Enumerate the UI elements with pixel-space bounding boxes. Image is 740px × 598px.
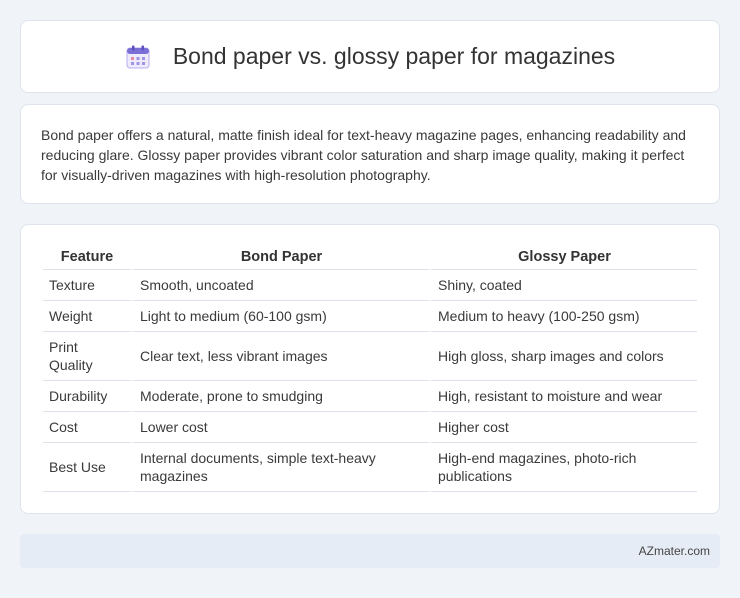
footer-bar	[20, 534, 720, 568]
bond-cell: Clear text, less vibrant images	[131, 332, 429, 381]
glossy-cell: High-end magazines, photo-rich publications	[429, 443, 697, 492]
glossy-cell: High, resistant to moisture and wear	[429, 381, 697, 412]
table-header-row	[43, 245, 697, 270]
comparison-table-card	[20, 224, 720, 514]
column-header-bond: Bond Paper	[131, 245, 429, 270]
table-row	[43, 332, 697, 381]
glossy-cell: Medium to heavy (100-250 gsm)	[429, 301, 697, 332]
feature-cell: Best Use	[43, 443, 131, 492]
comparison-table	[43, 245, 697, 492]
column-header-glossy: Glossy Paper	[429, 245, 697, 270]
feature-cell: Texture	[43, 270, 131, 301]
header-card	[20, 20, 720, 93]
table-row	[43, 412, 697, 443]
summary-text: Bond paper offers a natural, matte finish ideal for text-heavy magazine pages, enhancing readability and reducing glare. Glossy paper provides vibrant color saturation and sharp image quality, making it perfect for visually-driven magazines with high-resolution photography.	[41, 127, 686, 183]
glossy-cell: Higher cost	[429, 412, 697, 443]
feature-cell: Cost	[43, 412, 131, 443]
bond-cell: Light to medium (60-100 gsm)	[131, 301, 429, 332]
table-row	[43, 301, 697, 332]
table-row	[43, 270, 697, 301]
page-title: Bond paper vs. glossy paper for magazines	[172, 43, 616, 69]
glossy-cell: High gloss, sharp images and colors	[429, 332, 697, 381]
calendar-icon	[125, 44, 151, 70]
footer-site-link[interactable]: AZmater.com	[638, 544, 710, 558]
table-row	[43, 443, 697, 492]
feature-cell: Print Quality	[43, 332, 131, 381]
bond-cell: Internal documents, simple text-heavy magazines	[131, 443, 429, 492]
feature-cell: Durability	[43, 381, 131, 412]
bond-cell: Moderate, prone to smudging	[131, 381, 429, 412]
column-header-feature: Feature	[43, 245, 131, 270]
table-row	[43, 381, 697, 412]
summary-card	[20, 104, 720, 204]
bond-cell: Smooth, uncoated	[131, 270, 429, 301]
bond-cell: Lower cost	[131, 412, 429, 443]
feature-cell: Weight	[43, 301, 131, 332]
glossy-cell: Shiny, coated	[429, 270, 697, 301]
